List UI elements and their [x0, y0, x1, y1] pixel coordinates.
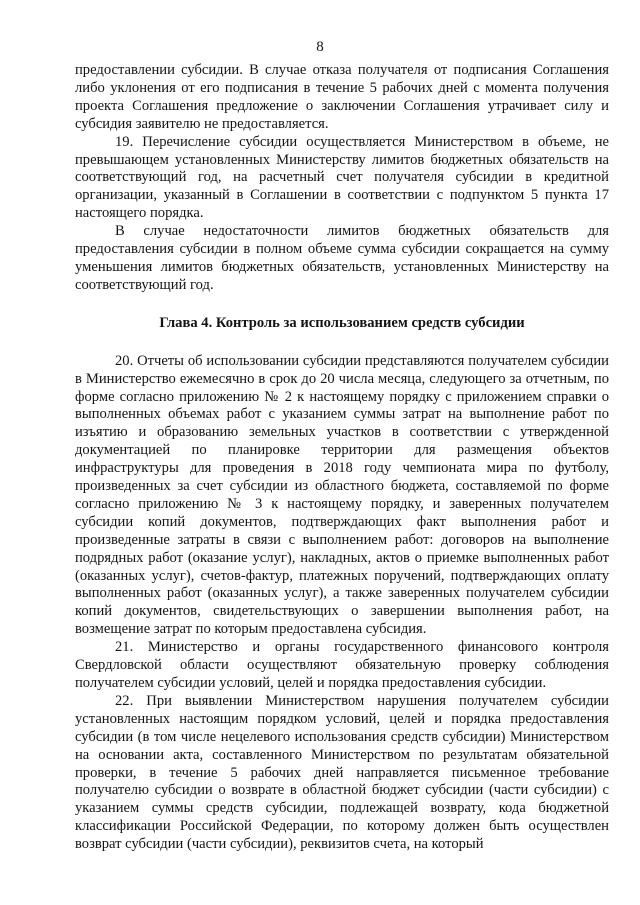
paragraph-continuation: предоставлении субсидии. В случае отказа получателя от подписания Соглашения либо уклонения от его подписания в течение 5 рабочих дней с момента получения проекта Соглашения предложение о заключении Соглашения утрачивает силу и субсидия заявителю не предоставляется.	[75, 62, 609, 132]
document-body	[75, 62, 609, 854]
chapter-heading: Глава 4. Контроль за использованием средств субсидии	[159, 314, 525, 331]
paragraph-19: 19. Перечисление субсидии осуществляется Министерством в объеме, не превышающем установленных Министерству лимитов бюджетных обязательств на соответствующий год, на расчетный счет получателя субсидии в кредитной организации, указанный в Соглашении в соответствии с подпунктом 5 пункта 17 настоящего порядка.	[75, 133, 609, 222]
paragraph-limits: В случае недостаточности лимитов бюджетных обязательств для предоставления субсидии в полном объеме сумма субсидии сокращается на сумму уменьшения лимитов бюджетных обязательств, установленных Министерству на соответствующий год.	[75, 223, 609, 293]
paragraph-20: 20. Отчеты об использовании субсидии представляются получателем субсидии в Министерство ежемесячно в срок до 20 числа месяца, следующего за отчетным, по форме согласно приложению № 2 к настоящему порядку с приложением справки о выполненных объемах работ с указанием суммы затрат на выполнение работ по изъятию и образованию земельных участков в соответствии с утвержденной документацией по планировке территории для размещения объектов инфраструктуры для проведения в 2018 году чемпионата мира по футболу, произведенных за счет субсидии из областного бюджета, составляемой по форме согласно приложению № 3 к настоящему порядку, и заверенных получателем субсидии копий документов, подтверждающих факт выполнения работ и произведенные затраты в связи с выполнением работ: договоров на выполнение подрядных работ (оказание услуг), накладных, актов о приемке выполненных работ (оказанных услуг), счетов-фактур, платежных поручений, подтверждающих оплату выполненных работ (оказанных услуг), а также заверенных получателем субсидии копий документов, свидетельствующих о завершении выполнения работ, на возмещение затрат по которым предоставлена субсидия.	[75, 352, 609, 638]
paragraph-22: 22. При выявлении Министерством нарушения получателем субсидии установленных настоящим порядком условий, целей и порядка предоставления субсидии (в том числе нецелевого использования средств субсидии) Министерством на основании акта, составленного Министерством по результатам обязательной проверки, в течение 5 рабочих дней направляется письменное требование получателю субсидии о возврате в областной бюджет субсидии (части субсидии) с указанием суммы средств субсидии, подлежащей возврату, кода бюджетной классификации Российской Федерации, по которому должен быть осуществлен возврат субсидии (части субсидии), реквизитов счета, на который	[75, 692, 609, 853]
paragraph-21: 21. Министерство и органы государственного финансового контроля Свердловской области осуществляют обязательную проверку соблюдения получателем субсидии условий, целей и порядка предоставления субсидии.	[75, 639, 609, 691]
page-number: 8	[316, 39, 324, 55]
